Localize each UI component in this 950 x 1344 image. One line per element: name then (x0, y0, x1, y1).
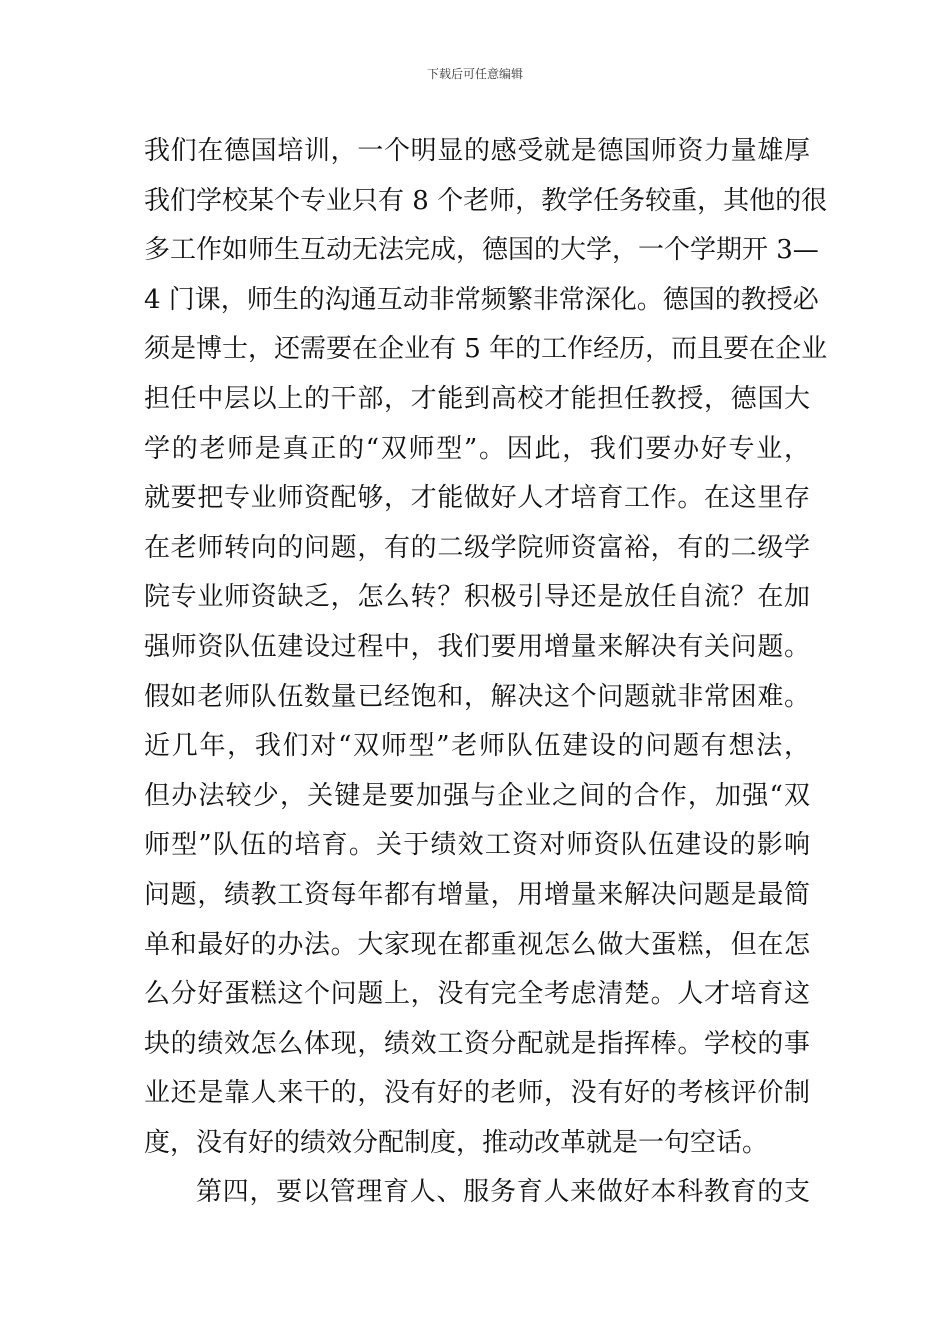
text-line: 就要把专业师资配够，才能做好人才培育工作。在这里存 (144, 483, 810, 514)
text-line: 多工作如师生互动无法完成，德国的大学，一个学期开 3— (144, 235, 819, 266)
paragraph (144, 1168, 810, 1218)
text-line: 师型”队伍的培育。关于绩效工资对师资队伍建设的影响 (144, 830, 810, 861)
text-line: 么分好蛋糕这个问题上，没有完全考虑清楚。人才培育这 (144, 979, 810, 1010)
text-line: 块的绩效怎么体现，绩效工资分配就是指挥棒。学校的事 (144, 1028, 810, 1059)
text-line: 院专业师资缺乏，怎么转？积极引导还是放任自流？在加 (144, 582, 810, 613)
text-line: 我们学校某个专业只有 8 个老师，教学任务较重，其他的很 (144, 185, 828, 216)
text-line: 4 门课，师生的沟通互动非常频繁非常深化。德国的教授必 (144, 284, 819, 315)
text-line: 业还是靠人来干的，没有好的老师，没有好的考核评价制 (144, 1078, 810, 1109)
text-line: 度，没有好的绩效分配制度，推动改革就是一句空话。 (144, 1127, 769, 1158)
text-line: 在老师转向的问题，有的二级学院师资富裕，有的二级学 (144, 532, 810, 563)
text-line: 假如老师队伍数量已经饱和，解决这个问题就非常困难。 (144, 681, 810, 712)
text-line: 单和最好的办法。大家现在都重视怎么做大蛋糕，但在怎 (144, 929, 810, 960)
text-line: 担任中层以上的干部，才能到高校才能担任教授，德国大 (144, 383, 810, 414)
text-line: 问题，绩教工资每年都有增量，用增量来解决问题是最简 (144, 879, 810, 910)
text-line: 但办法较少，关键是要加强与企业之间的合作，加强“双 (144, 780, 810, 811)
text-line: 强师资队伍建设过程中，我们要用增量来解决有关问题。 (144, 631, 810, 662)
document-body (144, 127, 828, 1218)
paragraph (144, 127, 828, 1168)
text-line: 学的老师是真正的“双师型”。因此，我们要办好专业， (144, 433, 810, 464)
text-line: 第四，要以管理育人、服务育人来做好本科教育的支 (196, 1177, 810, 1208)
text-line: 须是博士，还需要在企业有 5 年的工作经历，而且要在企业 (144, 334, 828, 365)
text-line: 近几年，我们对“双师型”老师队伍建设的问题有想法， (144, 731, 810, 762)
text-line: 我们在德国培训，一个明显的感受就是德国师资力量雄厚 (144, 136, 810, 166)
page-header: 下载后可任意编辑 (426, 67, 523, 81)
